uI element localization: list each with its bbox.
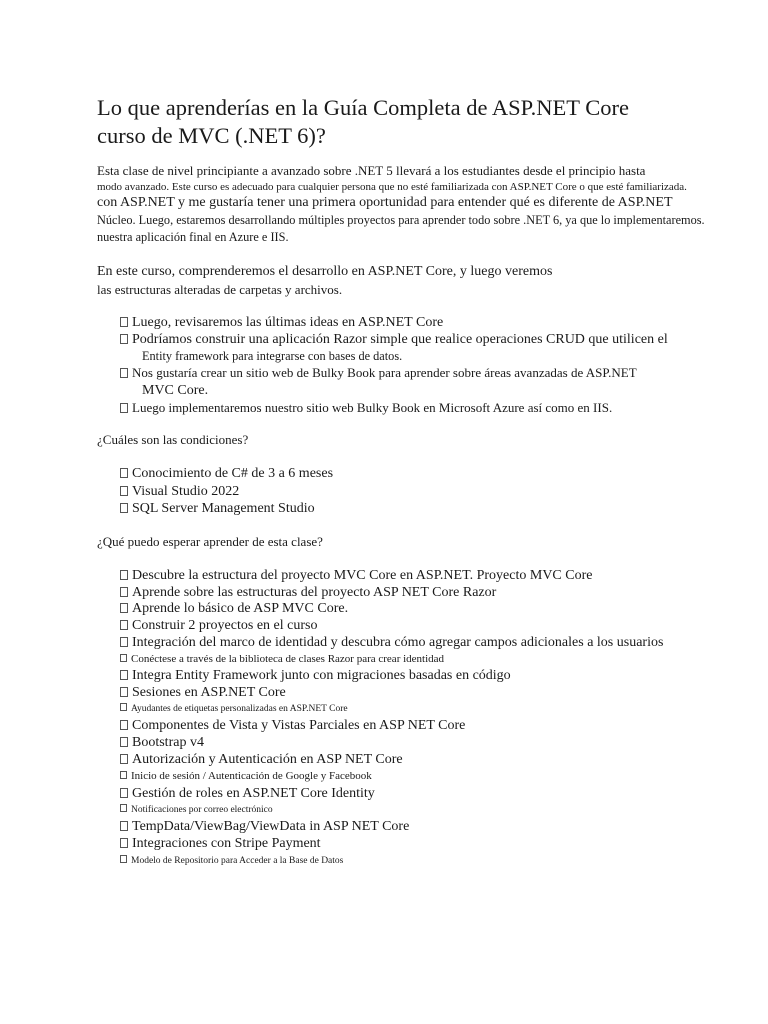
course-item: Luego implementaremos nuestro sitio web Bulky Book en Microsoft Azure así como en IIS. [120, 400, 612, 416]
checkbox-icon [120, 503, 128, 513]
checkbox-icon [120, 821, 128, 831]
expect-item: Descubre la estructura del proyecto MVC Core en ASP.NET. Proyecto MVC Core [120, 568, 592, 584]
checkbox-icon [120, 855, 127, 863]
expect-heading: ¿Qué puedo esperar aprender de esta clase? [97, 534, 323, 549]
expect-item: Integraciones con Stripe Payment [120, 836, 321, 852]
condition-item: Conocimiento de C# de 3 a 6 meses [120, 466, 333, 482]
checkbox-icon [120, 720, 128, 730]
checkbox-icon [120, 486, 128, 496]
checkbox-icon [120, 703, 127, 711]
course-item-continuation: MVC Core. [142, 383, 209, 398]
checkbox-icon [120, 804, 127, 812]
expect-item: Bootstrap v4 [120, 735, 204, 751]
intro-line-4: Núcleo. Luego, estaremos desarrollando múltiples proyectos para aprender todo sobre .NET 6, ya que lo implementaremos. [97, 213, 705, 227]
intro-line-1: Esta clase de nivel principiante a avanzado sobre .NET 5 llevará a los estudiantes desde el principio hasta [97, 163, 646, 178]
checkbox-icon [120, 570, 128, 580]
checkbox-icon [120, 838, 128, 848]
course-line-2: las estructuras alteradas de carpetas y archivos. [97, 282, 343, 297]
checkbox-icon [120, 403, 128, 413]
intro-line-3: con ASP.NET y me gustaría tener una primera oportunidad para entender qué es diferente de ASP.NET [97, 195, 673, 210]
checkbox-icon [120, 670, 128, 680]
checkbox-icon [120, 637, 128, 647]
document-title [97, 94, 737, 150]
checkbox-icon [120, 754, 128, 764]
checkbox-icon [120, 771, 127, 779]
course-item: Nos gustaría crear un sitio web de Bulky Book para aprender sobre áreas avanzadas de ASP.NET [120, 365, 637, 381]
expect-item: Autorización y Autenticación en ASP NET Core [120, 752, 403, 768]
expect-item: Inicio de sesión / Autenticación de Google y Facebook [120, 770, 372, 782]
checkbox-icon [120, 687, 128, 697]
checkbox-icon [120, 468, 128, 478]
expect-item: Notificaciones por correo electrónico [120, 804, 273, 815]
checkbox-icon [120, 368, 128, 378]
checkbox-icon [120, 603, 128, 613]
expect-item: Sesiones en ASP.NET Core [120, 685, 286, 701]
title-line-1: Lo que aprenderías en la Guía Completa de ASP.NET Core [97, 95, 629, 120]
expect-item: Conéctese a través de la biblioteca de clases Razor para crear identidad [120, 653, 444, 665]
expect-item: TempData/ViewBag/ViewData in ASP NET Core [120, 819, 409, 835]
title-line-2: curso de MVC (.NET 6)? [97, 123, 326, 148]
course-item: Podríamos construir una aplicación Razor simple que realice operaciones CRUD que utilicen el [120, 332, 668, 348]
checkbox-icon [120, 317, 128, 327]
expect-item: Integra Entity Framework junto con migraciones basadas en código [120, 668, 511, 684]
intro-line-2: modo avanzado. Este curso es adecuado para cualquier persona que no esté familiarizada con ASP.NET Core o que esté familiarizada. [97, 181, 687, 193]
expect-item: Gestión de roles en ASP.NET Core Identity [120, 786, 375, 802]
expect-item: Aprende lo básico de ASP MVC Core. [120, 601, 348, 617]
course-item-continuation: Entity framework para integrarse con bases de datos. [142, 349, 403, 363]
course-line-1: En este curso, comprenderemos el desarrollo en ASP.NET Core, y luego veremos [97, 264, 553, 279]
conditions-heading: ¿Cuáles son las condiciones? [97, 432, 249, 447]
expect-item: Integración del marco de identidad y descubra cómo agregar campos adicionales a los usuarios [120, 635, 663, 651]
expect-item: Construir 2 proyectos en el curso [120, 618, 317, 634]
checkbox-icon [120, 788, 128, 798]
expect-item: Ayudantes de etiquetas personalizadas en ASP.NET Core [120, 703, 348, 714]
condition-item: SQL Server Management Studio [120, 501, 315, 517]
expect-item: Componentes de Vista y Vistas Parciales en ASP NET Core [120, 718, 465, 734]
checkbox-icon [120, 654, 127, 662]
checkbox-icon [120, 737, 128, 747]
intro-line-5: nuestra aplicación final en Azure e IIS. [97, 230, 289, 244]
checkbox-icon [120, 334, 128, 344]
expect-item: Modelo de Repositorio para Acceder a la Base de Datos [120, 855, 343, 866]
course-item: Luego, revisaremos las últimas ideas en ASP.NET Core [120, 315, 443, 331]
checkbox-icon [120, 620, 128, 630]
expect-item: Aprende sobre las estructuras del proyecto ASP NET Core Razor [120, 585, 496, 601]
checkbox-icon [120, 587, 128, 597]
condition-item: Visual Studio 2022 [120, 484, 239, 500]
